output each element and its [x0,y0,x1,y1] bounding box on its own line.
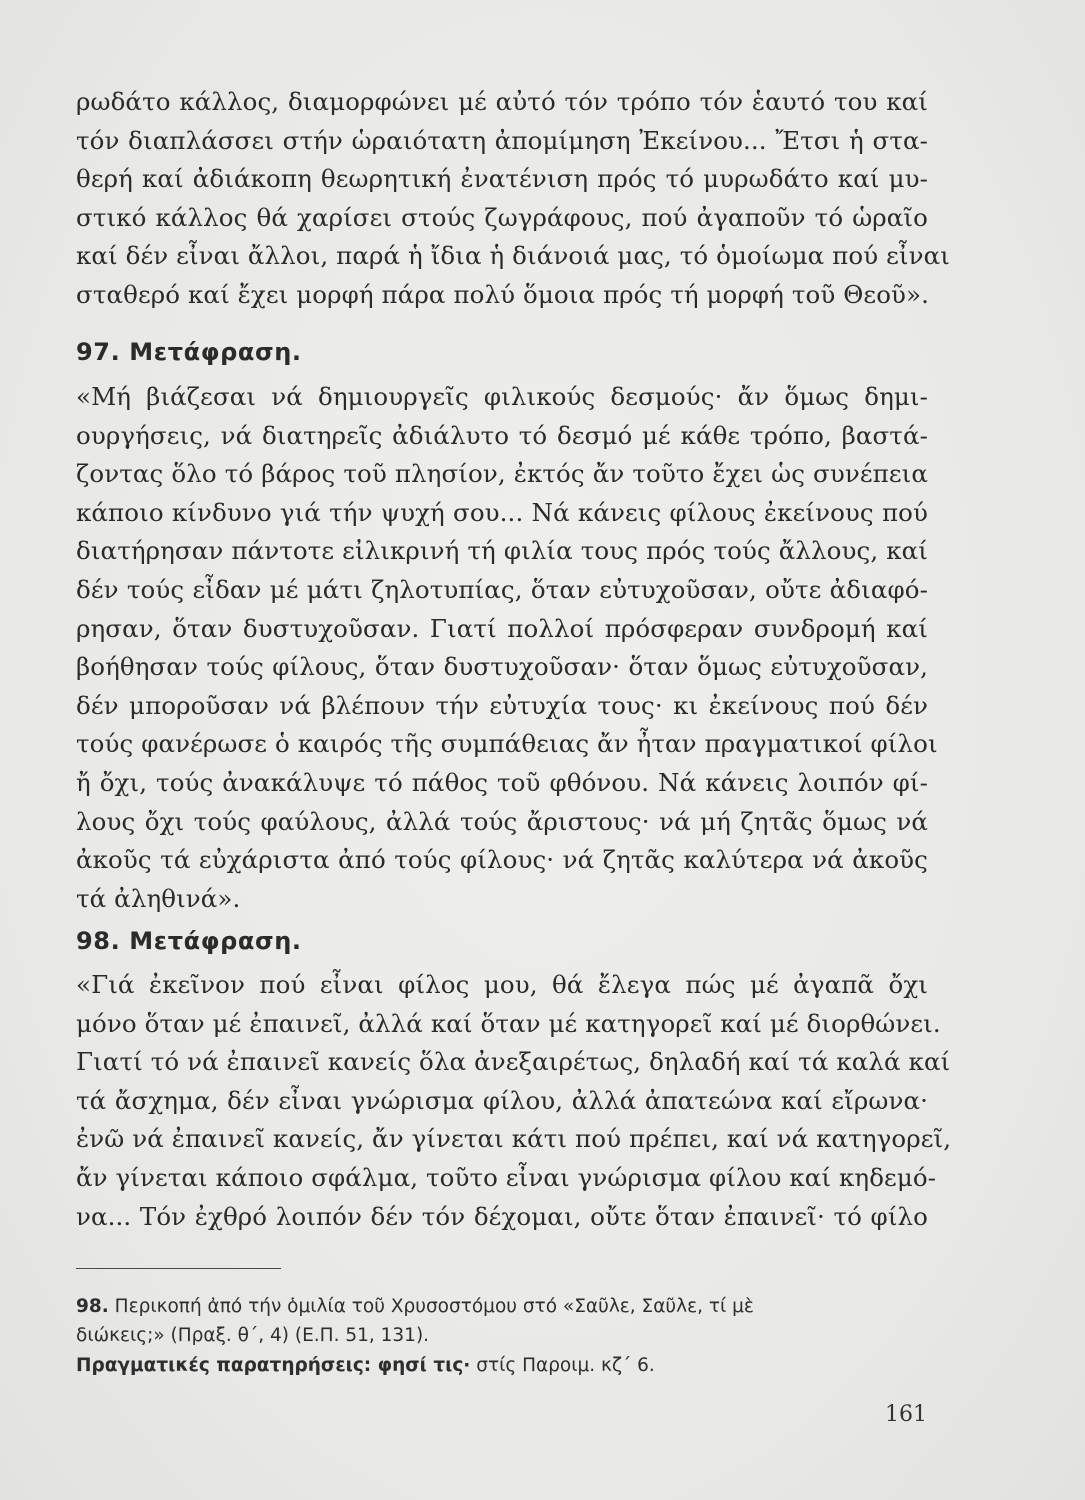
text-line: ἀκοῦς τά εὐχάριστα ἀπό τούς φίλους· νά ζητᾶς καλύτερα νά ἀκοῦς [76,845,928,875]
footnote-number: 98. [76,1296,109,1317]
text-line: θερή καί ἀδιάκοπη θεωρητική ἐνατένιση πρός τό μυρωδάτο καί μυ- [76,164,928,194]
section-97-paragraph [76,378,938,918]
footnote-notes [76,1351,928,1380]
text-line: ἄν γίνεται κάποιο σφάλμα, τοῦτο εἶναι γνώρισμα φίλου καί κηδεμό- [76,1162,937,1192]
text-line: δέν τούς εἶδαν μέ μάτι ζηλοτυπίας, ὅταν εὐτυχοῦσαν, οὔτε ἀδιαφό- [76,574,928,604]
text-line: ρησαν, ὅταν δυστυχοῦσαν. Γιατί πολλοί πρόσφεραν συνδρομή καί [76,613,928,643]
footnote-text: Περικοπή ἀπό τήν ὁμιλία τοῦ Χρυσοστόμου στό «Σαῦλε, Σαῦλε, τί μὲ [114,1296,754,1317]
notes-label: Πραγματικές παρατηρήσεις: φησί τις· [76,1355,471,1376]
text-line: ρωδάτο κάλλος, διαμορφώνει μέ αὐτό τόν τρόπο τόν ἑαυτό του καί [76,87,928,116]
text-line: «Μή βιάζεσαι νά δημιουργεῖς φιλικούς δεσμούς· ἄν ὅμως δημι- [76,382,928,411]
section-97-heading: 97. Μετάφραση. [76,338,302,366]
text-line: τά ἄσχημα, δέν εἶναι γνώρισμα φίλου, ἀλλά ἀπατεώνα καί εἴρωνα· [76,1085,928,1115]
footnote-divider [76,1268,281,1269]
footnote-98 [76,1292,928,1350]
text-line: «Γιά ἐκεῖνον πού εἶναι φίλος μου, θά ἔλεγα πώς μέ ἀγαπᾶ ὄχι [76,970,928,999]
text-line: τούς φανέρωσε ὁ καιρός τῆς συμπάθειας ἄν ἦταν πραγματικοί φίλοι [76,729,938,759]
intro-paragraph [76,83,950,315]
text-line: βοήθησαν τούς φίλους, ὅταν δυστυχοῦσαν· ὅταν ὅμως εὐτυχοῦσαν, [76,652,928,682]
text-line: στικό κάλλος θά χαρίσει στούς ζωγράφους, πού ἀγαποῦν τό ὡραῖο [76,202,928,232]
text-line: τόν διαπλάσσει στήν ὡραιότατη ἀπομίμηση Ἐκείνου... Ἔτσι ἡ στα- [76,125,928,155]
text-line: μόνο ὅταν μέ ἐπαινεῖ, ἀλλά καί ὅταν μέ κατηγορεῖ καί μέ διορθώνει. [76,1008,941,1038]
text-line: ἤ ὄχι, τούς ἀνακάλυψε τό πάθος τοῦ φθόνου. Νά κάνεις λοιπόν φί- [76,767,928,797]
text-line: καί δέν εἶναι ἄλλοι, παρά ἡ ἴδια ἡ διάνοιά μας, τό ὁμοίωμα πού εἶναι [76,241,950,271]
text-line: Γιατί τό νά ἐπαινεῖ κανείς ὅλα ἀνεξαιρέτως, δηλαδή καί τά καλά καί [76,1047,951,1077]
text-line: διατήρησαν πάντοτε εἰλικρινή τή φιλία τους πρός τούς ἄλλους, καί [76,536,928,566]
footnote-line [76,1351,928,1380]
text-line: ουργήσεις, νά διατηρεῖς ἀδιάλυτο τό δεσμό μέ κάθε τρόπο, βαστά- [76,420,928,450]
text-line: λους ὄχι τούς φαύλους, ἀλλά τούς ἄριστους· νά μή ζητᾶς ὅμως νά [76,806,928,836]
text-line: ἐνῶ νά ἐπαινεῖ κανείς, ἄν γίνεται κάτι πού πρέπει, καί νά κατηγορεῖ, [76,1124,952,1154]
footnote-line: διώκεις;» (Πραξ. θ΄, 4) (Ε.Π. 51, 131). [76,1325,430,1346]
footnote-line [76,1292,928,1321]
section-98-paragraph [76,966,952,1236]
text-line: σταθερό καί ἔχει μορφή πάρα πολύ ὅμοια πρός τή μορφή τοῦ Θεοῦ». [76,279,930,309]
text-line: να... Τόν ἐχθρό λοιπόν δέν τόν δέχομαι, οὔτε ὅταν ἐπαινεῖ· τό φίλο [76,1201,928,1231]
page-number: 161 [885,1402,927,1427]
section-98-heading: 98. Μετάφραση. [76,927,302,955]
text-line: ζοντας ὅλο τό βάρος τοῦ πλησίον, ἐκτός ἄν τοῦτο ἔχει ὡς συνέπεια [76,459,928,489]
text-line: τά ἀληθινά». [76,883,241,913]
text-line: δέν μποροῦσαν νά βλέπουν τήν εὐτυχία τους· κι ἐκείνους πού δέν [76,690,928,720]
text-line: κάποιο κίνδυνο γιά τήν ψυχή σου... Νά κάνεις φίλους ἐκείνους πού [76,497,928,527]
notes-text: στίς Παροιμ. κζ΄ 6. [470,1355,655,1376]
